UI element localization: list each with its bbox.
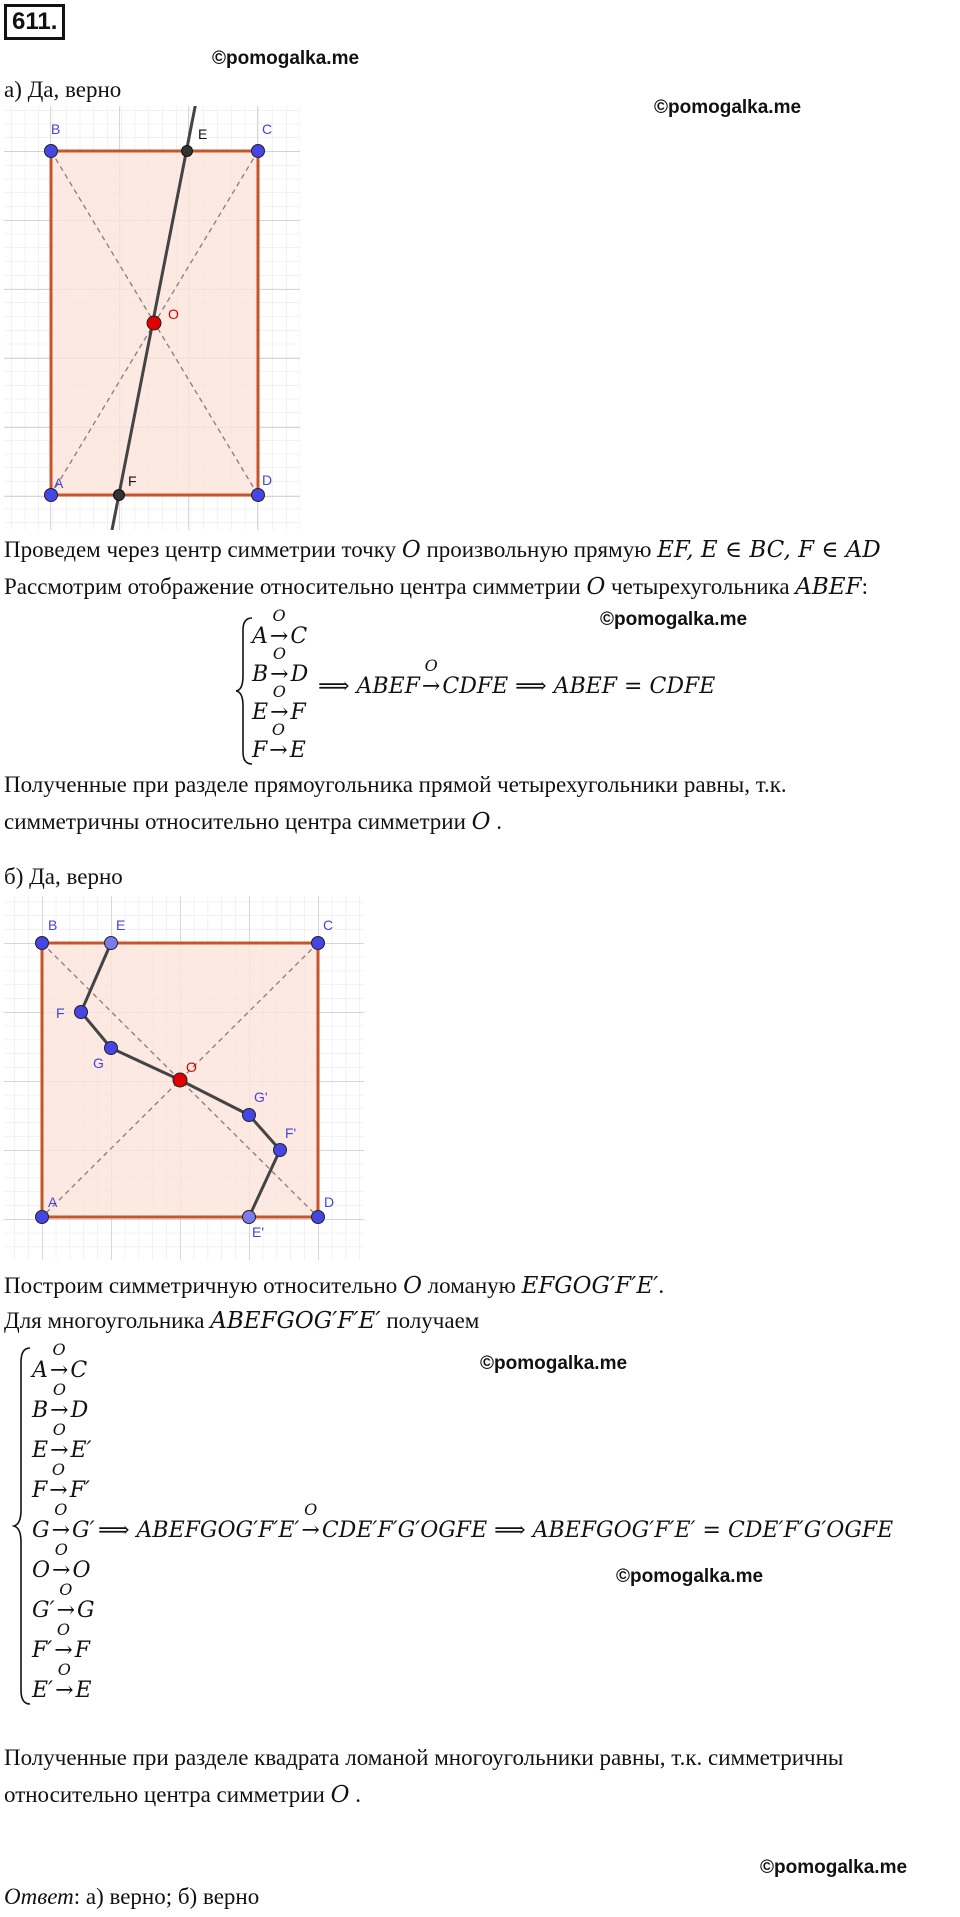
arrow-label: O	[304, 1500, 318, 1519]
math: E	[289, 738, 306, 763]
math: ABEF	[795, 574, 862, 600]
text: :	[861, 574, 868, 599]
arrow-label: O	[272, 682, 286, 701]
arrow-label: O	[51, 1460, 66, 1479]
label-c: C	[323, 917, 334, 933]
math: O	[471, 809, 491, 835]
arrow: O →	[49, 1340, 69, 1383]
arrow: O →	[269, 606, 289, 649]
arrow: O →	[421, 656, 441, 699]
math: F	[32, 1478, 48, 1503]
arrow: O →	[270, 644, 289, 687]
answer-label: Ответ	[4, 1884, 74, 1909]
math: D	[70, 1398, 89, 1423]
math: O	[72, 1558, 91, 1583]
math: G	[77, 1598, 95, 1623]
map-row	[32, 1660, 92, 1703]
text: .	[658, 1273, 665, 1298]
label-a: A	[48, 1194, 58, 1210]
math: O	[401, 537, 421, 563]
point-d	[312, 1211, 325, 1224]
arrow: O →	[49, 1460, 68, 1503]
math: B	[32, 1398, 49, 1423]
arrow-label: O	[272, 644, 286, 663]
math: EF, E ∈ BC, F ∈ AD	[657, 537, 881, 563]
text: ломаную	[421, 1273, 522, 1298]
text: относительно центра симметрии	[4, 1782, 331, 1807]
part-b-conclusion-line2	[4, 1782, 361, 1808]
math: G′	[72, 1518, 95, 1543]
arrow-label: O	[54, 1540, 68, 1559]
text: Рассмотрим отображение относительно центра симметрии	[4, 574, 587, 599]
watermark: ©pomogalka.me	[616, 1566, 764, 1587]
math: D	[290, 662, 309, 687]
system-result	[98, 1500, 894, 1543]
math: CDFE ⟹ ABEF = CDFE	[442, 674, 716, 699]
text: .	[490, 809, 502, 834]
label-c: C	[262, 121, 273, 137]
math: CDE′F′G′OGFE ⟹ ABEFGOG′F′E′ = CDE′F′G′OGFE	[321, 1518, 894, 1543]
math: A	[252, 624, 268, 649]
math: E	[75, 1678, 92, 1703]
point-f	[75, 1006, 88, 1019]
arrow-label: O	[271, 720, 286, 739]
part-a-line1	[4, 537, 881, 563]
point-c	[312, 937, 325, 950]
figure-a	[4, 106, 300, 530]
watermark: ©pomogalka.me	[212, 48, 360, 69]
arrow-label: O	[54, 1500, 68, 1519]
point-e-prime	[243, 1211, 256, 1224]
arrow-label: O	[272, 606, 286, 625]
point-e	[105, 937, 118, 950]
label-g: G	[93, 1055, 104, 1071]
point-b	[36, 937, 49, 950]
math: F	[252, 738, 268, 763]
point-f-prime	[274, 1144, 287, 1157]
point-b	[45, 145, 58, 158]
label-d: D	[324, 1194, 335, 1210]
text: произвольную прямую	[420, 537, 658, 562]
math: F′	[69, 1478, 90, 1503]
arrow: O →	[51, 1500, 71, 1543]
arrow: O →	[50, 1380, 69, 1423]
math: ⟹ ABEFGOG′F′E′	[98, 1518, 300, 1543]
math: F	[290, 700, 306, 725]
math: C	[70, 1358, 88, 1383]
point-g-prime	[243, 1109, 256, 1122]
point-c	[252, 145, 265, 158]
arrow: O →	[270, 682, 289, 725]
arrow-label: O	[52, 1340, 66, 1359]
arrow-label: O	[59, 1580, 73, 1599]
text: Для многоугольника	[4, 1308, 211, 1333]
arrow-label: O	[424, 656, 438, 675]
part-a-conclusion-line1: Полученные при разделе прямоугольника прямой четырехугольники равны, т.к.	[4, 772, 787, 797]
label-f: F	[56, 1005, 65, 1021]
part-a-system	[230, 606, 950, 766]
arrow: O →	[56, 1580, 76, 1623]
point-a	[36, 1211, 49, 1224]
math: E′	[32, 1678, 54, 1703]
arrow: O →	[301, 1500, 320, 1543]
answer-line	[4, 1884, 259, 1910]
math: F′	[32, 1638, 53, 1663]
text: Проведем через центр симметрии точку	[4, 537, 402, 562]
part-b-conclusion-line1: Полученные при разделе квадрата ломаной многоугольники равны, т.к. симметричны	[4, 1745, 844, 1770]
text: симметричны относительно центра симметрии	[4, 809, 472, 834]
arrow: O →	[269, 720, 288, 763]
arrow-label: O	[52, 1380, 66, 1399]
math: O	[403, 1273, 422, 1299]
text: четырехугольника	[605, 574, 796, 599]
point-f	[114, 490, 125, 501]
label-o: O	[186, 1059, 197, 1075]
math: B	[252, 662, 269, 687]
label-e-prime: E'	[252, 1224, 265, 1240]
part-b-line2	[4, 1308, 479, 1334]
part-a-conclusion-line2	[4, 809, 502, 835]
point-g	[105, 1042, 118, 1055]
point-o	[147, 316, 161, 330]
system-result	[318, 656, 716, 699]
math: E′	[70, 1438, 92, 1463]
figure-b	[4, 896, 364, 1260]
arrow-label: O	[52, 1420, 66, 1439]
label-f: F	[128, 473, 137, 489]
math: EFGOG′F′E′	[521, 1273, 659, 1299]
text: получаем	[380, 1308, 480, 1333]
math: O	[586, 574, 606, 600]
point-e	[182, 146, 193, 157]
watermark: ©pomogalka.me	[654, 97, 802, 118]
answer-text: : а) верно; б) верно	[73, 1884, 260, 1909]
math: ABEFGOG′F′E′	[210, 1308, 381, 1334]
label-a: A	[54, 475, 64, 491]
part-a-line2	[4, 574, 868, 600]
math: ⟹ ABEF	[318, 674, 420, 699]
math: E	[252, 700, 269, 725]
label-f-prime: F'	[285, 1125, 297, 1141]
part-a-heading: а) Да, верно	[4, 77, 122, 102]
math: C	[290, 624, 308, 649]
text: Построим симметричную относительно	[4, 1273, 404, 1298]
arrow: O →	[54, 1620, 73, 1663]
arrow: O →	[52, 1540, 71, 1583]
math: O	[32, 1558, 51, 1583]
part-b-system	[8, 1340, 956, 1706]
math: F	[74, 1638, 90, 1663]
text: .	[349, 1782, 361, 1807]
label-d: D	[262, 472, 273, 488]
part-b-line1	[4, 1273, 664, 1299]
arrow-label: O	[57, 1660, 71, 1679]
label-b: B	[48, 917, 58, 933]
point-o	[173, 1073, 187, 1087]
label-e: E	[116, 917, 126, 933]
math: G	[32, 1518, 50, 1543]
math: O	[330, 1782, 350, 1808]
math: G′	[32, 1598, 55, 1623]
arrow: O →	[55, 1660, 74, 1703]
label-b: B	[51, 121, 61, 137]
brace	[12, 1346, 32, 1706]
watermark: ©pomogalka.me	[760, 1857, 908, 1878]
part-b-heading: б) Да, верно	[4, 864, 123, 889]
watermark: ©pomogalka.me	[600, 609, 748, 630]
arrow: O →	[50, 1420, 69, 1463]
map-row	[252, 720, 306, 763]
point-d	[252, 489, 265, 502]
math: A	[32, 1358, 48, 1383]
problem-number: 611.	[4, 4, 65, 40]
label-g-prime: G'	[254, 1089, 268, 1105]
label-o: O	[168, 306, 179, 322]
watermark: ©pomogalka.me	[480, 1353, 628, 1374]
label-e: E	[198, 126, 208, 142]
brace	[234, 616, 254, 766]
math: E	[32, 1438, 49, 1463]
arrow-label: O	[56, 1620, 71, 1639]
